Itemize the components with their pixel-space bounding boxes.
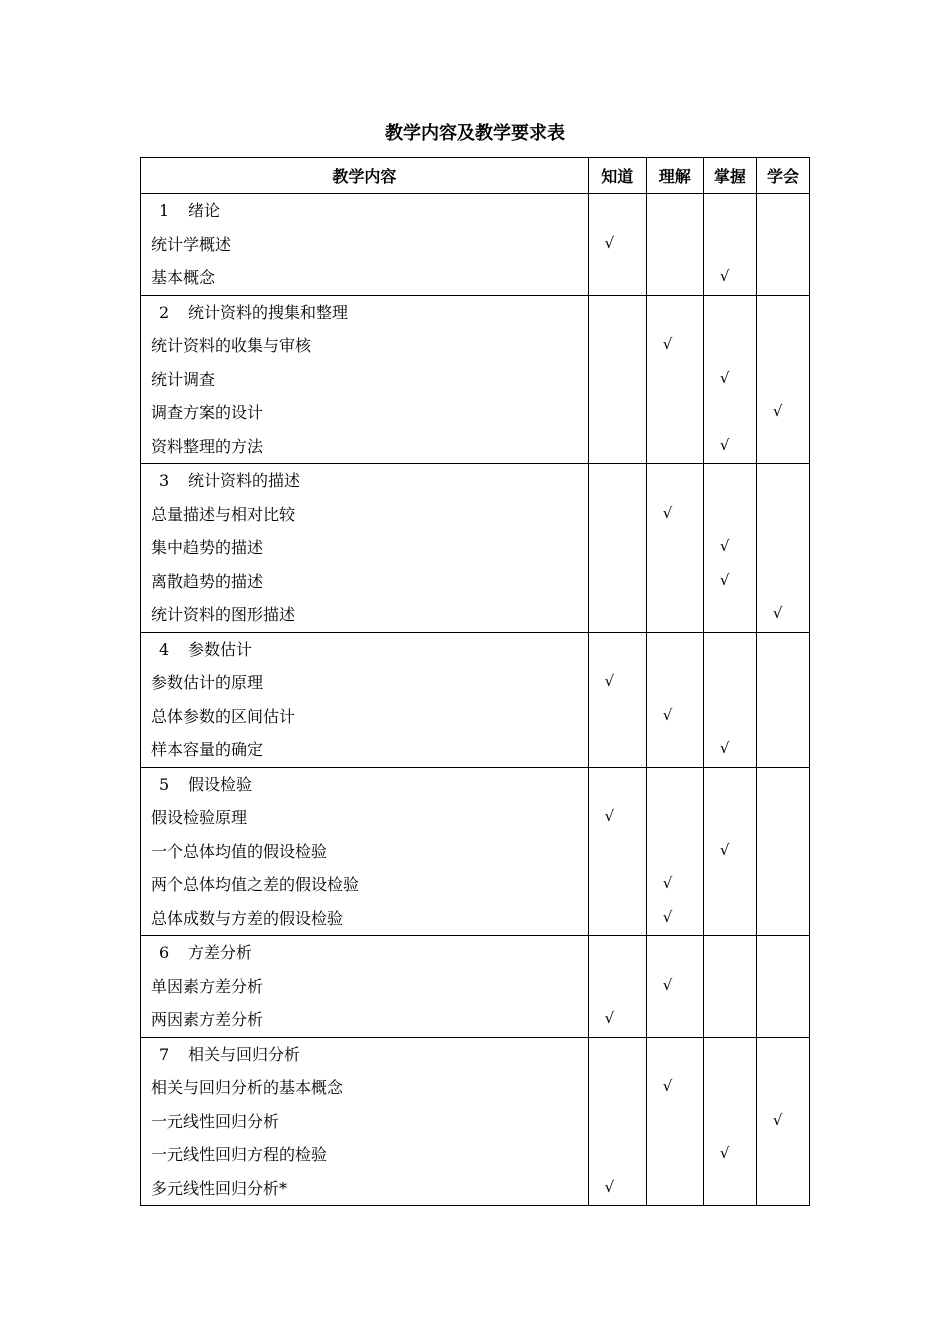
topic-item: 总量描述与相对比较: [151, 504, 296, 524]
check-mark: √: [604, 1177, 615, 1196]
content-cell: [141, 194, 589, 296]
check-mark: √: [719, 435, 730, 454]
topic-item: 基本概念: [151, 268, 216, 287]
topic-item: 统计资料的收集与审核: [151, 336, 312, 355]
mark-cell-understand: [646, 632, 703, 767]
content-cell: [141, 936, 589, 1038]
mark-cell-master: [703, 767, 756, 936]
topic-item: 单因素方差分析: [151, 976, 264, 996]
check-mark: √: [662, 874, 673, 892]
header-learn: 学会: [756, 158, 809, 194]
mark-cell-know: [588, 194, 646, 296]
check-mark: √: [719, 368, 730, 387]
content-cell: [141, 295, 589, 464]
topic-item: 一个总体均值的假设检验: [151, 841, 328, 861]
chapter-row: [141, 194, 810, 296]
mark-cell-master: [703, 464, 756, 633]
topic-item: 统计学概述: [151, 234, 232, 254]
check-mark: √: [662, 705, 673, 724]
chapter-name: 绪论: [188, 201, 221, 220]
requirements-table: [140, 157, 810, 1206]
mark-cell-understand: [646, 936, 703, 1038]
check-mark: √: [662, 975, 673, 994]
chapter-number: 7: [159, 1044, 170, 1064]
topic-item: 两因素方差分析: [151, 1010, 264, 1029]
topic-item: 参数估计的原理: [151, 673, 264, 692]
topic-item: 统计资料的图形描述: [151, 605, 296, 624]
topic-item: 总体成数与方差的假设检验: [151, 908, 344, 928]
chapter-number: 6: [159, 943, 170, 962]
chapter-heading: [141, 633, 588, 667]
mark-cell-know: [588, 1037, 646, 1206]
header-understand: 理解: [646, 158, 703, 194]
topic-item: 假设检验原理: [151, 808, 248, 827]
content-cell: [141, 767, 589, 936]
chapter-number: 4: [159, 639, 170, 659]
chapter-name: 统计资料的描述: [188, 471, 301, 490]
mark-cell-learn: [756, 1037, 809, 1206]
chapter-name: 统计资料的搜集和整理: [188, 302, 349, 322]
header-know: 知道: [588, 158, 646, 194]
check-mark: √: [604, 233, 615, 252]
chapter-row: [141, 295, 810, 464]
check-mark: √: [719, 840, 730, 859]
chapter-heading: [141, 1038, 588, 1072]
check-mark: √: [772, 1110, 783, 1129]
mark-cell-master: [703, 194, 756, 296]
chapter-name: 参数估计: [188, 639, 253, 659]
mark-cell-understand: [646, 464, 703, 633]
mark-cell-know: [588, 936, 646, 1038]
chapter-number: 5: [159, 774, 170, 794]
chapter-number: 3: [159, 471, 170, 490]
chapter-heading: [141, 464, 588, 498]
mark-cell-learn: [756, 767, 809, 936]
topic-item: 一元线性回归方程的检验: [151, 1145, 328, 1164]
chapter-heading: [141, 768, 588, 802]
topic-item: 总体参数的区间估计: [151, 706, 296, 726]
check-mark: √: [719, 267, 730, 285]
topic-item: 集中趋势的描述: [151, 538, 264, 557]
mark-cell-understand: [646, 295, 703, 464]
mark-cell-learn: [756, 632, 809, 767]
mark-cell-master: [703, 295, 756, 464]
chapter-number: 1: [159, 201, 170, 220]
topic-item: 调查方案的设计: [151, 403, 264, 422]
content-cell: [141, 464, 589, 633]
topic-item: 资料整理的方法: [151, 436, 264, 456]
chapter-heading: [141, 936, 588, 970]
check-mark: √: [604, 672, 615, 690]
chapter-heading: [141, 194, 588, 228]
mark-cell-learn: [756, 194, 809, 296]
content-cell: [141, 1037, 589, 1206]
mark-cell-master: [703, 936, 756, 1038]
check-mark: √: [604, 807, 615, 825]
check-mark: √: [719, 739, 730, 757]
document-title: 教学内容及教学要求表: [385, 123, 565, 144]
chapter-heading: [141, 296, 588, 330]
topic-item: 一元线性回归分析: [151, 1111, 280, 1131]
check-mark: √: [662, 503, 673, 522]
check-mark: √: [604, 1009, 615, 1027]
chapter-row: [141, 936, 810, 1038]
content-cell: [141, 632, 589, 767]
mark-cell-master: [703, 1037, 756, 1206]
topic-item: 统计调查: [151, 369, 216, 389]
mark-cell-understand: [646, 194, 703, 296]
mark-cell-understand: [646, 767, 703, 936]
check-mark: √: [719, 537, 730, 555]
mark-cell-master: [703, 632, 756, 767]
topic-item: 多元线性回归分析*: [151, 1178, 288, 1198]
chapter-name: 相关与回归分析: [188, 1044, 301, 1064]
mark-cell-learn: [756, 295, 809, 464]
topic-item: 两个总体均值之差的假设检验: [151, 875, 360, 894]
chapter-name: 方差分析: [188, 943, 253, 962]
table-header-row: [141, 158, 810, 194]
check-mark: √: [662, 907, 673, 926]
chapter-name: 假设检验: [188, 774, 253, 794]
topic-item: 样本容量的确定: [151, 740, 264, 759]
mark-cell-understand: [646, 1037, 703, 1206]
header-master: 掌握: [703, 158, 756, 194]
chapter-number: 2: [159, 302, 170, 322]
check-mark: √: [662, 1077, 673, 1095]
chapter-row: [141, 632, 810, 767]
mark-cell-learn: [756, 936, 809, 1038]
mark-cell-know: [588, 464, 646, 633]
chapter-row: [141, 767, 810, 936]
table-body: [141, 194, 810, 1206]
check-mark: √: [719, 570, 730, 589]
topic-item: 相关与回归分析的基本概念: [151, 1078, 344, 1097]
check-mark: √: [772, 402, 783, 420]
mark-cell-know: [588, 632, 646, 767]
chapter-row: [141, 1037, 810, 1206]
mark-cell-know: [588, 295, 646, 464]
check-mark: √: [662, 335, 673, 353]
check-mark: √: [719, 1144, 730, 1162]
chapter-row: [141, 464, 810, 633]
header-content: 教学内容: [141, 158, 589, 194]
topic-item: 离散趋势的描述: [151, 571, 264, 591]
mark-cell-know: [588, 767, 646, 936]
mark-cell-learn: [756, 464, 809, 633]
check-mark: √: [772, 604, 783, 622]
